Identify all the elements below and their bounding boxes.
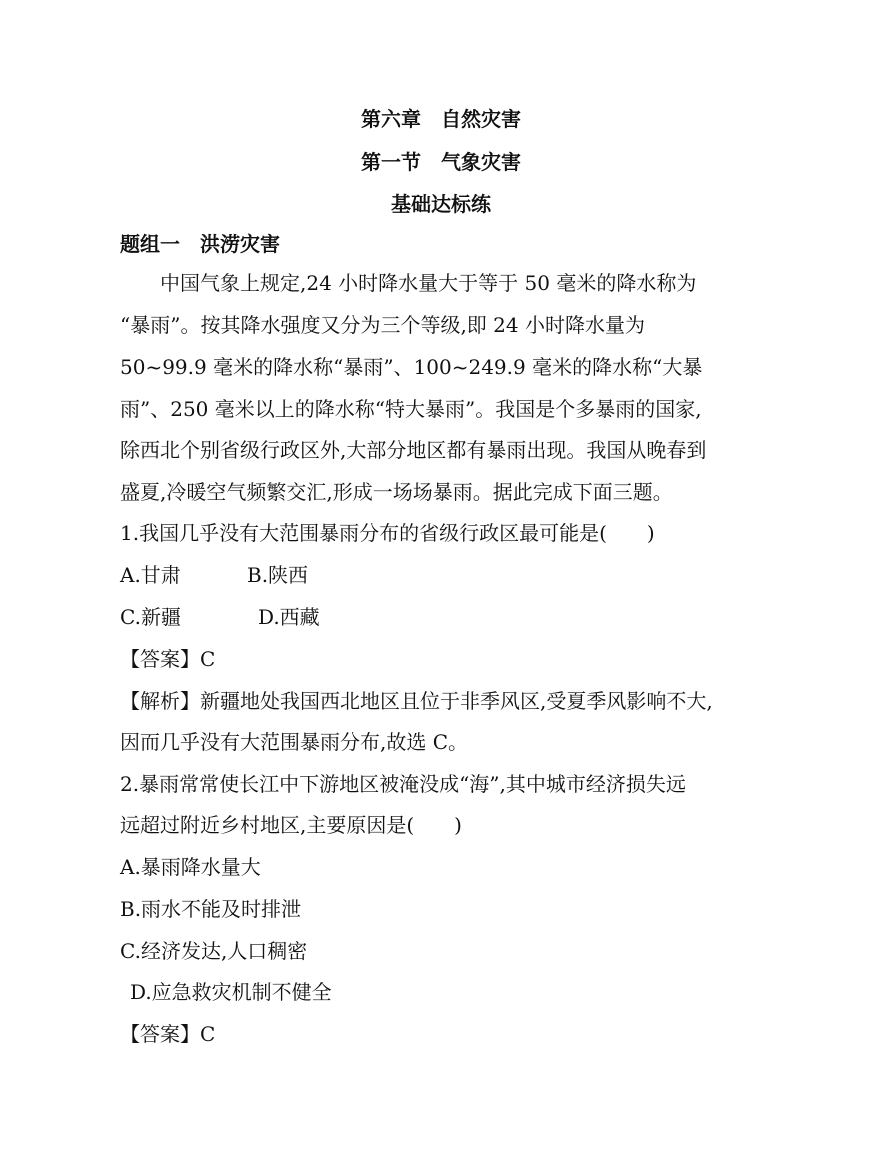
passage-line: 雨”、250 毫米以上的降水称“特大暴雨”。我国是个多暴雨的国家,: [120, 397, 702, 421]
analysis: 【解析】新疆地处我国西北地区且位于非季风区,受夏季风影响不大,: [120, 689, 713, 713]
passage-line: “暴雨”。按其降水强度又分为三个等级,即 24 小时降水量为: [120, 313, 645, 337]
option-d: D.应急救灾机制不健全: [130, 980, 332, 1004]
question-stem: 远超过附近乡村地区,主要原因是( ): [120, 813, 462, 837]
option-b: B.陕西: [247, 563, 309, 587]
question-stem: 1.我国几乎没有大范围暴雨分布的省级行政区最可能是( ): [120, 521, 655, 545]
passage-line: 50~99.9 毫米的降水称“暴雨”、100~249.9 毫米的降水称“大暴: [120, 355, 703, 379]
option-c: C.新疆: [120, 605, 181, 629]
analysis: 因而几乎没有大范围暴雨分布,故选 C。: [120, 730, 469, 754]
question-stem: 2.暴雨常常使长江中下游地区被淹没成“海”,其中城市经济损失远: [120, 772, 686, 796]
passage-line: 除西北个别省级行政区外,大部分地区都有暴雨出现。我国从晚春到: [120, 438, 707, 462]
option-a: A.甘肃: [120, 563, 181, 587]
practice-title: 基础达标练: [391, 192, 491, 216]
group-title: 题组一 洪涝灾害: [120, 232, 280, 256]
passage-line: 盛夏,冷暖空气频繁交汇,形成一场场暴雨。据此完成下面三题。: [120, 480, 673, 504]
option-c: C.经济发达,人口稠密: [120, 939, 308, 963]
option-d: D.西藏: [258, 605, 320, 629]
option-a: A.暴雨降水量大: [120, 855, 261, 879]
section-title: 第一节 气象灾害: [361, 150, 521, 174]
option-b: B.雨水不能及时排泄: [120, 897, 302, 921]
passage-line: 中国气象上规定,24 小时降水量大于等于 50 毫米的降水称为: [160, 271, 697, 295]
answer: 【答案】C: [120, 647, 216, 671]
answer: 【答案】C: [120, 1022, 216, 1046]
chapter-title: 第六章 自然灾害: [361, 107, 521, 131]
